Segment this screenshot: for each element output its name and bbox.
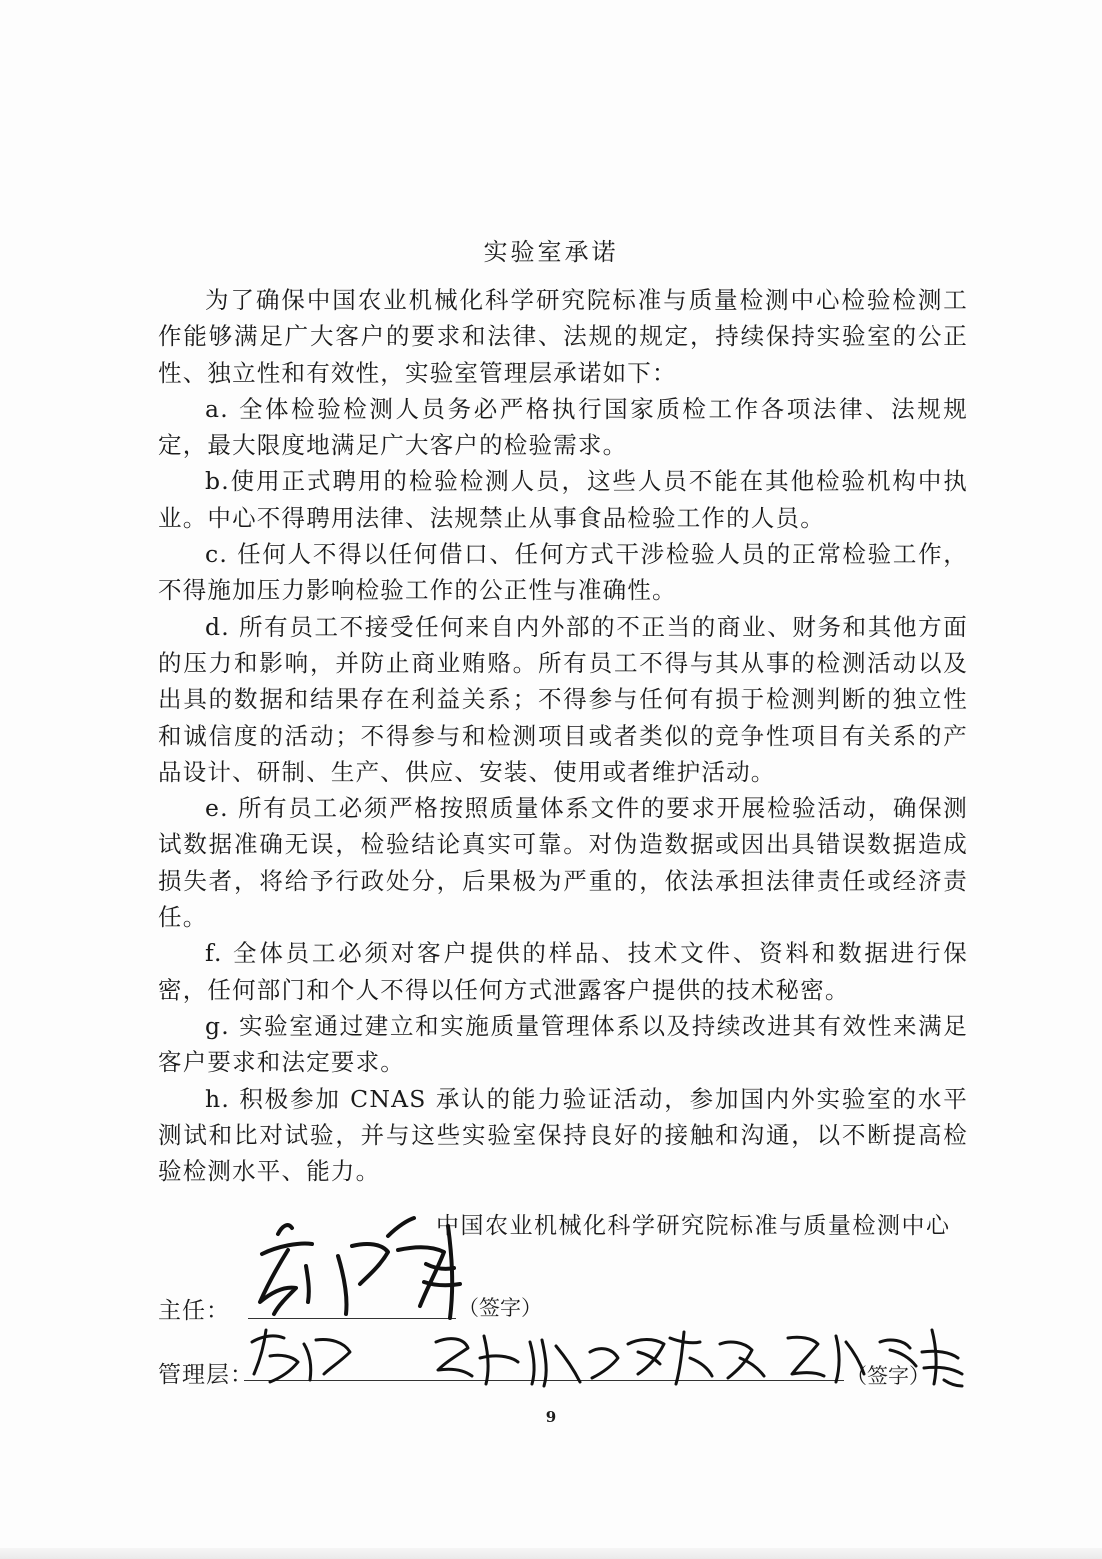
intro-paragraph: 为了确保中国农业机械化科学研究院标准与质量检测中心检验检测工作能够满足广大客户的要求和法律、法规的规定，持续保持实验室的公正性、独立性和有效性，实验室管理层承诺如下： bbox=[158, 286, 968, 387]
management-signature-line bbox=[244, 1380, 844, 1381]
organization-name: 中国农业机械化科学研究院标准与质量检测中心 bbox=[436, 1213, 951, 1239]
scan-edge bbox=[0, 1548, 1102, 1559]
director-signature-tag: （签字） bbox=[458, 1296, 542, 1320]
management-signature-tag: （签字） bbox=[846, 1364, 930, 1388]
document-title: 实验室承诺 bbox=[483, 238, 619, 266]
clause-g: g. 实验室通过建立和实施质量管理体系以及持续改进其有效性来满足客户要求和法定要求。 bbox=[158, 1011, 968, 1077]
management-label: 管理层： bbox=[158, 1362, 254, 1388]
director-label: 主任： bbox=[158, 1298, 230, 1324]
clause-h: h. 积极参加 CNAS 承认的能力验证活动，参加国内外实验室的水平测试和比对试验，并与这些实验室保持良好的接触和沟通，以不断提高检验检测水平、能力。 bbox=[158, 1084, 968, 1186]
clause-c: c. 任何人不得以任何借口、任何方式干涉检验人员的正常检验工作，不得施加压力影响检验工作的公正性与准确性。 bbox=[158, 540, 968, 605]
clause-a: a. 全体检验检测人员务必严格执行国家质检工作各项法律、法规规定，最大限度地满足广大客户的检验需求。 bbox=[158, 394, 968, 460]
clause-f: f. 全体员工必须对客户提供的样品、技术文件、资料和数据进行保密，任何部门和个人不得以任何方式泄露客户提供的技术秘密。 bbox=[158, 939, 968, 1004]
clause-b: b.使用正式聘用的检验检测人员，这些人员不能在其他检验机构中执业。中心不得聘用法律、法规禁止从事食品检验工作的人员。 bbox=[158, 467, 968, 532]
clause-e: e. 所有员工必须严格按照质量体系文件的要求开展检验活动，确保测试数据准确无误，检验结论真实可靠。对伪造数据或因出具错误数据造成损失者，将给予行政处分，后果极为严重的，依法承担法律责任或经济责任。 bbox=[158, 794, 968, 932]
clause-d: d. 所有员工不接受任何来自内外部的不正当的商业、财务和其他方面的压力和影响，并防止商业贿赂。所有员工不得与其从事的检测活动以及出具的数据和结果存在利益关系；不得参与任何有损于检测判断的独立性和诚信度的活动；不得参与和检测项目或者类似的竞争性项目有关系的产品设计、研制、生产、供应、安装、使用或者维护活动。 bbox=[158, 612, 968, 786]
document-body bbox=[158, 282, 968, 1189]
page-number: 9 bbox=[545, 1408, 557, 1426]
director-signature-line bbox=[248, 1318, 456, 1319]
